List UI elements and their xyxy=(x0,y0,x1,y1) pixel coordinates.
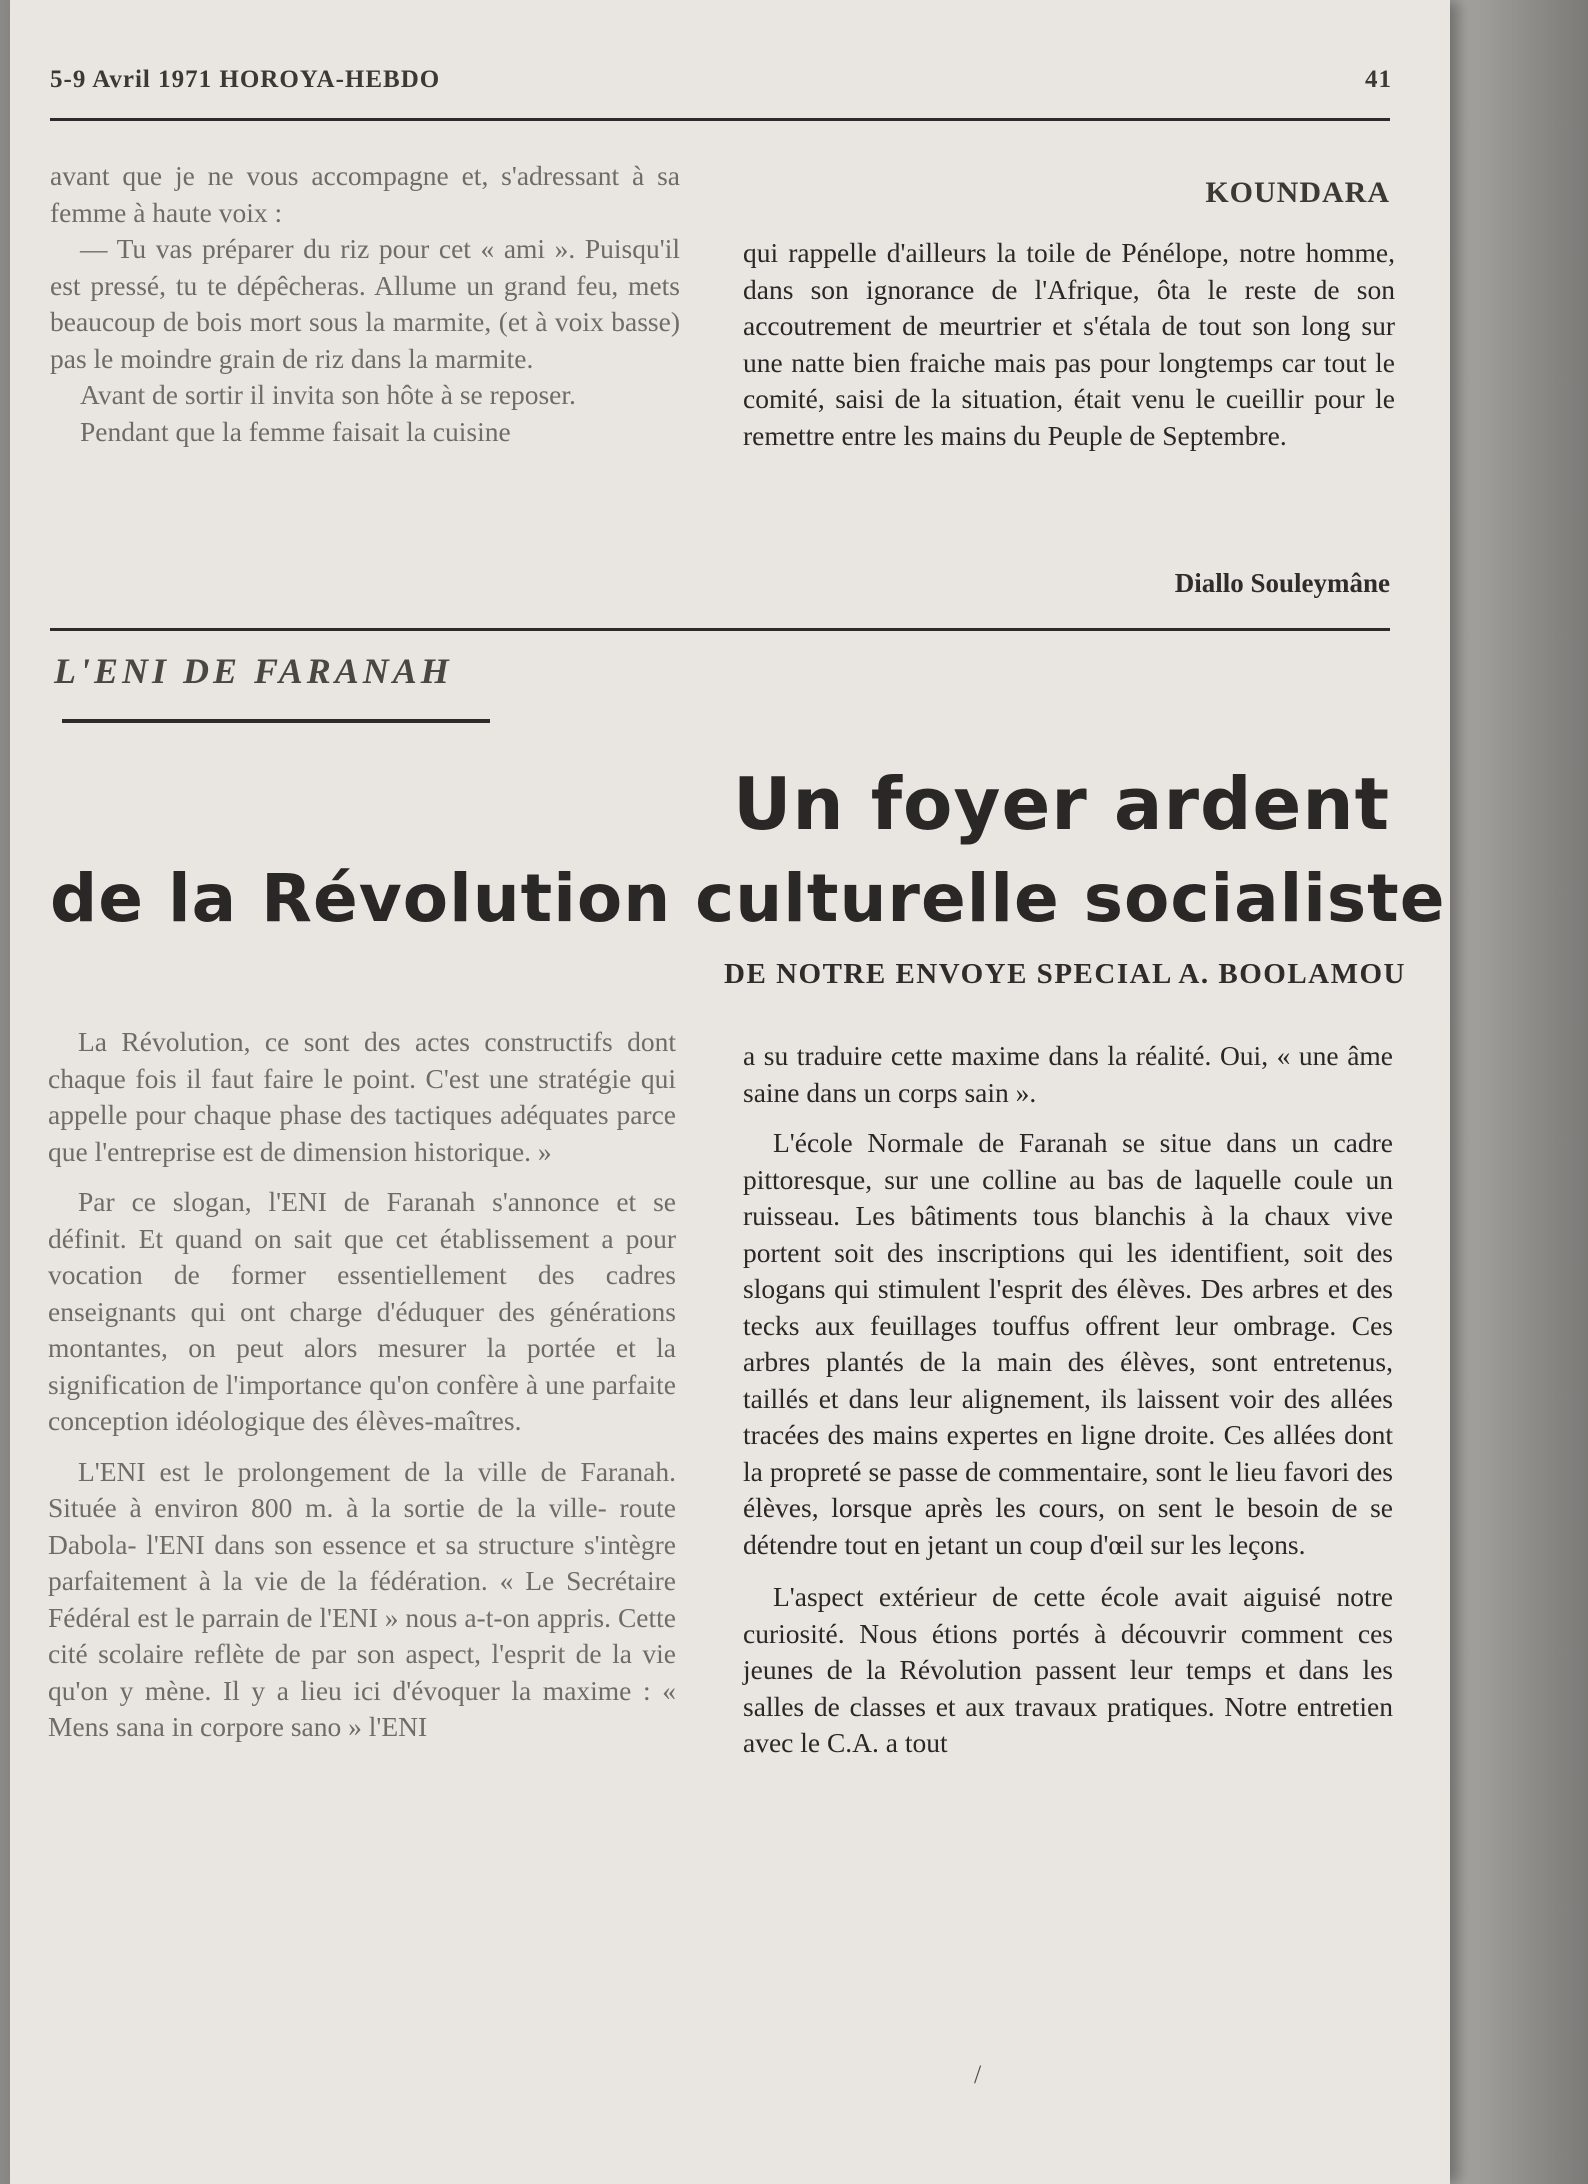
page-number: 41 xyxy=(1365,66,1392,93)
page-edge-shadow xyxy=(1450,0,1588,2184)
paragraph: a su traduire cette maxime dans la réalité. Oui, « une âme saine dans un corps sain ». xyxy=(743,1040,1393,1108)
header-date-title: 5-9 Avril 1971 HOROYA-HEBDO xyxy=(50,66,441,93)
headline-line-2: de la Révolution culturelle socialiste xyxy=(50,860,1446,937)
top-left-column xyxy=(50,158,680,450)
headline-line-1: Un foyer ardent xyxy=(732,762,1390,846)
paragraph: Pendant que la femme faisait la cuisine xyxy=(80,415,511,447)
paragraph: — Tu vas préparer du riz pour cet « ami ». Puisqu'il est pressé, tu te dépêcheras. Allume un grand feu, mets beaucoup de bois mort sous la marmite, (et à voix basse) pas le moindre grain de riz dans la marmite. xyxy=(50,233,680,374)
paragraph: L'ENI est le prolongement de la ville de Faranah. Située à environ 800 m. à la sortie de la ville- route Dabola- l'ENI dans son essence et sa structure s'intègre parfaitement à la vie de la fédération. « Le Secrétaire Fédéral est le parrain de l'ENI » nous a-t-on appris. Cette cité scolaire reflète de par son aspect, l'esprit de la vie qu'on y mène. Il y a lieu ici d'évoquer la maxime : « Mens sana in corpore sano » l'ENI xyxy=(48,1455,676,1742)
main-right-column xyxy=(743,1038,1393,1762)
top-right-column xyxy=(743,235,1395,454)
section-heading-koundara: KOUNDARA xyxy=(1205,176,1390,209)
main-left-column xyxy=(48,1024,676,1746)
paragraph: avant que je ne vous accompagne et, s'adressant à sa femme à haute voix : xyxy=(50,160,680,228)
kicker-underline xyxy=(62,719,490,723)
paragraph: L'aspect extérieur de cette école avait aiguisé notre curiosité. Nous étions portés à découvrir comment ces jeunes de la Révolution passent leur temps et dans les salles de classes et aux travaux pratiques. Notre entretien avec le C.A. a tout xyxy=(743,1581,1393,1758)
byline: DE NOTRE ENVOYE SPECIAL A. BOOLAMOU xyxy=(724,958,1406,990)
paragraph: qui rappelle d'ailleurs la toile de Pénélope, notre homme, dans son ignorance de l'Afrique, ôta le reste de son accoutrement de meurtrier et s'étala de tout son long sur une natte bien fraiche mais pas pour longtemps car tout le comité, saisi de la situation, était venu le cueillir pour le remettre entre les mains du Peuple de Septembre. xyxy=(743,237,1395,451)
header-rule xyxy=(50,118,1390,121)
newspaper-page xyxy=(10,0,1450,2184)
paragraph: La Révolution, ce sont des actes constructifs dont chaque fois il faut faire le point. C'est une stratégie qui appelle pour chaque phase des tactiques adéquates parce que l'entreprise est de dimension historique. » xyxy=(48,1026,676,1167)
section-divider xyxy=(50,628,1390,631)
paragraph: Par ce slogan, l'ENI de Faranah s'annonce et se définit. Et quand on sait que cet établissement a pour vocation de former essentiellement des cadres enseignants qui ont charge d'éduquer des générations montantes, on peut alors mesurer la portée et la signification de l'importance qu'on confère à une parfaite conception idéologique des élèves-maîtres. xyxy=(48,1186,676,1436)
paragraph: Avant de sortir il invita son hôte à se reposer. xyxy=(80,379,576,410)
kicker-eni-faranah: L'ENI DE FARANAH xyxy=(54,651,453,691)
paragraph: L'école Normale de Faranah se situe dans un cadre pittoresque, sur une colline au bas de laquelle coule un ruisseau. Les bâtiments tous blanchis à la chaux vive portent soit des inscriptions qui les identifient, soit des slogans qui stimulent l'esprit des élèves. Des arbres et des tecks aux feuillages touffus offrent leur ombrage. Ces arbres plantés de la main des élèves, sont entretenus, taillés et dans leur alignement, ils laissent voir des allées tracées des mains expertes en ligne droite. Ces allées dont la propreté se passe de commentaire, sont le lieu favori des élèves, lorsque après les cours, on sent le besoin de se détendre tout en jetant un coup d'œil sur les leçons. xyxy=(743,1127,1393,1560)
stray-mark: / xyxy=(974,2060,982,2089)
author-signature: Diallo Souleymâne xyxy=(1174,568,1390,598)
